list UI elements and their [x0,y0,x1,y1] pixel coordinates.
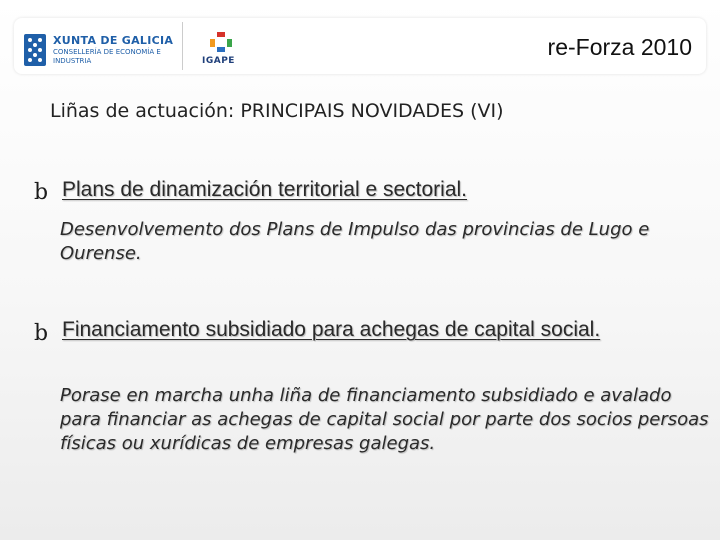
bullet-icon: b [34,180,49,205]
igape-logo-icon [208,30,234,54]
xunta-name: XUNTA DE GALICIA [53,34,174,47]
bullet-body-2: Porase en marcha unha liña de financiamento subsidiado e avalado para financiar as achegas de capital social por parte dos socios persoas físicas ou xurídicas de empresas galegas. [60,385,709,454]
bullet-icon: b [34,321,49,346]
xunta-shield-icon [24,34,46,66]
xunta-logo [24,34,174,74]
igape-logo [200,30,244,70]
bullet-body-1: Desenvolvemento dos Plans de Impulso das provincias de Lugo e Ourense. [60,219,650,264]
bullet-heading-1: Plans de dinamización territorial e sectorial. [62,178,468,201]
slide-title: Liñas de actuación: PRINCIPAIS NOVIDADES (VI) [50,100,504,122]
header-divider [182,22,183,70]
header-title: re-Forza 2010 [547,34,692,60]
xunta-department: CONSELLERÍA DE ECONOMÍA E INDUSTRIA [53,48,161,65]
igape-name: IGAPE [202,56,235,66]
bullet-heading-2: Financiamento subsidiado para achegas de capital social. [62,318,601,341]
